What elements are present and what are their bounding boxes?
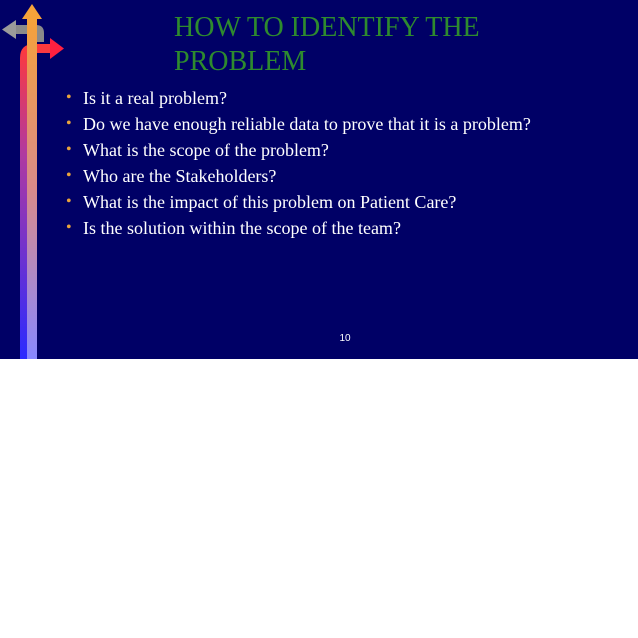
slide-title — [174, 11, 594, 79]
list-item — [66, 189, 531, 215]
bullet-dot: • — [66, 219, 72, 236]
up-arrow-head — [22, 4, 42, 19]
list-item — [66, 137, 531, 163]
blank-area — [0, 359, 638, 638]
list-item-text: What is the scope of the problem? — [83, 140, 329, 160]
list-item-text: What is the impact of this problem on Patient Care? — [83, 192, 457, 212]
list-item-text: Who are the Stakeholders? — [83, 166, 277, 186]
left-arrow-head — [2, 20, 16, 39]
list-item-text: Do we have enough reliable data to prove that it is a problem? — [83, 114, 531, 134]
title-line-2: PROBLEM — [174, 46, 307, 77]
list-item — [66, 215, 531, 241]
page-number: 10 — [339, 333, 351, 344]
multi-direction-arrows-icon — [0, 0, 70, 359]
bullet-dot: • — [66, 89, 72, 106]
orange-arrow-shaft — [27, 18, 37, 359]
bullet-dot: • — [66, 115, 72, 132]
title-line-1: HOW TO IDENTIFY THE — [174, 12, 480, 43]
list-item-text: Is the solution within the scope of the team? — [83, 218, 401, 238]
right-arrow-head — [50, 38, 64, 59]
list-item-text: Is it a real problem? — [83, 88, 227, 108]
list-item — [66, 111, 531, 137]
bullet-dot: • — [66, 141, 72, 158]
list-item — [66, 85, 531, 111]
list-item — [66, 163, 531, 189]
bullet-dot: • — [66, 193, 72, 210]
bullet-list — [66, 85, 531, 241]
bullet-dot: • — [66, 167, 72, 184]
